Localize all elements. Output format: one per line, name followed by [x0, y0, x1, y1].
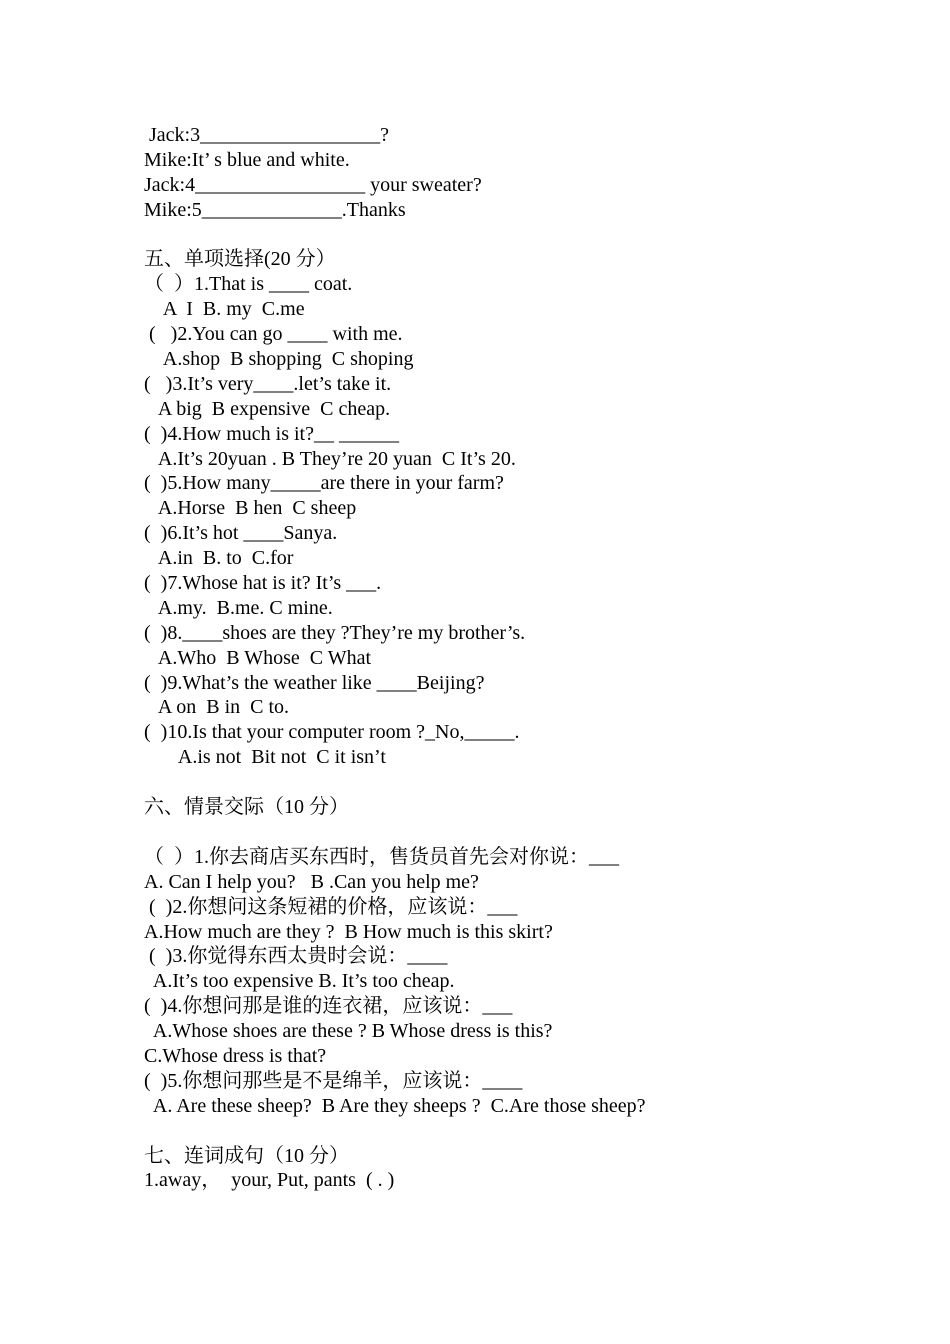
question-line: ( )2.You can go ____ with me. [144, 323, 403, 346]
question-line: ( )4.你想问那是谁的连衣裙，应该说：___ [144, 995, 513, 1018]
spacer [144, 820, 864, 845]
section-6 [144, 795, 864, 1119]
section-heading: 七、连词成句（10 分） [144, 1144, 349, 1167]
options-line: C.Whose dress is that? [144, 1044, 327, 1067]
question-line: ( )2.你想问这条短裙的价格，应该说：___ [144, 895, 518, 918]
dialogue-line: Mike:It’ s blue and white. [144, 148, 350, 171]
spacer [144, 1119, 864, 1144]
question-line: （ ）1.你去商店买东西时，售货员首先会对你说：___ [144, 845, 619, 868]
section-heading: 六、情景交际（10 分） [144, 796, 349, 819]
options-line: A.It’s too expensive B. It’s too cheap. [144, 970, 455, 993]
question-line: ( )8.____shoes are they ?They’re my brother’s. [144, 621, 526, 644]
question-line: ( )5.How many_____are there in your farm? [144, 472, 504, 495]
options-line: A.Horse B hen C sheep [144, 497, 357, 520]
worksheet-content [144, 123, 864, 1193]
section-5 [144, 247, 864, 770]
options-line: A.is not Bit not C it isn’t [144, 746, 386, 769]
question-line: ( )3.It’s very____.let’s take it. [144, 372, 392, 395]
spacer [144, 770, 864, 795]
options-line: A I B. my C.me [144, 298, 305, 321]
question-line: ( )3.你觉得东西太贵时会说：____ [144, 945, 448, 968]
dialogue-line: Jack:4_________________ your sweater? [144, 173, 482, 196]
options-line: A.in B. to C.for [144, 547, 294, 570]
dialogue-block [144, 123, 864, 223]
options-line: A.shop B shopping C shoping [144, 348, 414, 371]
options-line: A. Can I help you? B .Can you help me? [144, 870, 479, 893]
question-line: 1.away， your, Put, pants ( . ) [144, 1169, 395, 1192]
options-line: A.How much are they ? B How much is this skirt? [144, 920, 553, 943]
question-line: ( )6.It’s hot ____Sanya. [144, 522, 338, 545]
options-line: A.my. B.me. C mine. [144, 596, 333, 619]
question-line: ( )7.Whose hat is it? It’s ___. [144, 572, 382, 595]
spacer [144, 223, 864, 248]
dialogue-line: Jack:3__________________? [144, 124, 389, 146]
question-line: ( )5.你想问那些是不是绵羊，应该说：____ [144, 1069, 523, 1092]
options-line: A big B expensive C cheap. [144, 397, 391, 420]
options-line: A on B in C to. [144, 696, 290, 719]
section-heading: 五、单项选择(20 分） [144, 248, 336, 271]
options-line: A.Who B Whose C What [144, 646, 372, 669]
question-line: ( )4.How much is it?__ ______ [144, 422, 399, 445]
section-7 [144, 1144, 864, 1194]
options-line: A. Are these sheep? B Are they sheeps ? C.Are those sheep? [144, 1094, 646, 1117]
question-line: （ ）1.That is ____ coat. [144, 273, 353, 296]
question-line: ( )9.What’s the weather like ____Beijing? [144, 671, 485, 694]
question-line: ( )10.Is that your computer room ?_No,_____. [144, 721, 520, 744]
options-line: A.Whose shoes are these ? B Whose dress is this? [144, 1020, 553, 1043]
dialogue-line: Mike:5______________.Thanks [144, 198, 406, 221]
options-line: A.It’s 20yuan . B They’re 20 yuan C It’s 20. [144, 447, 516, 470]
